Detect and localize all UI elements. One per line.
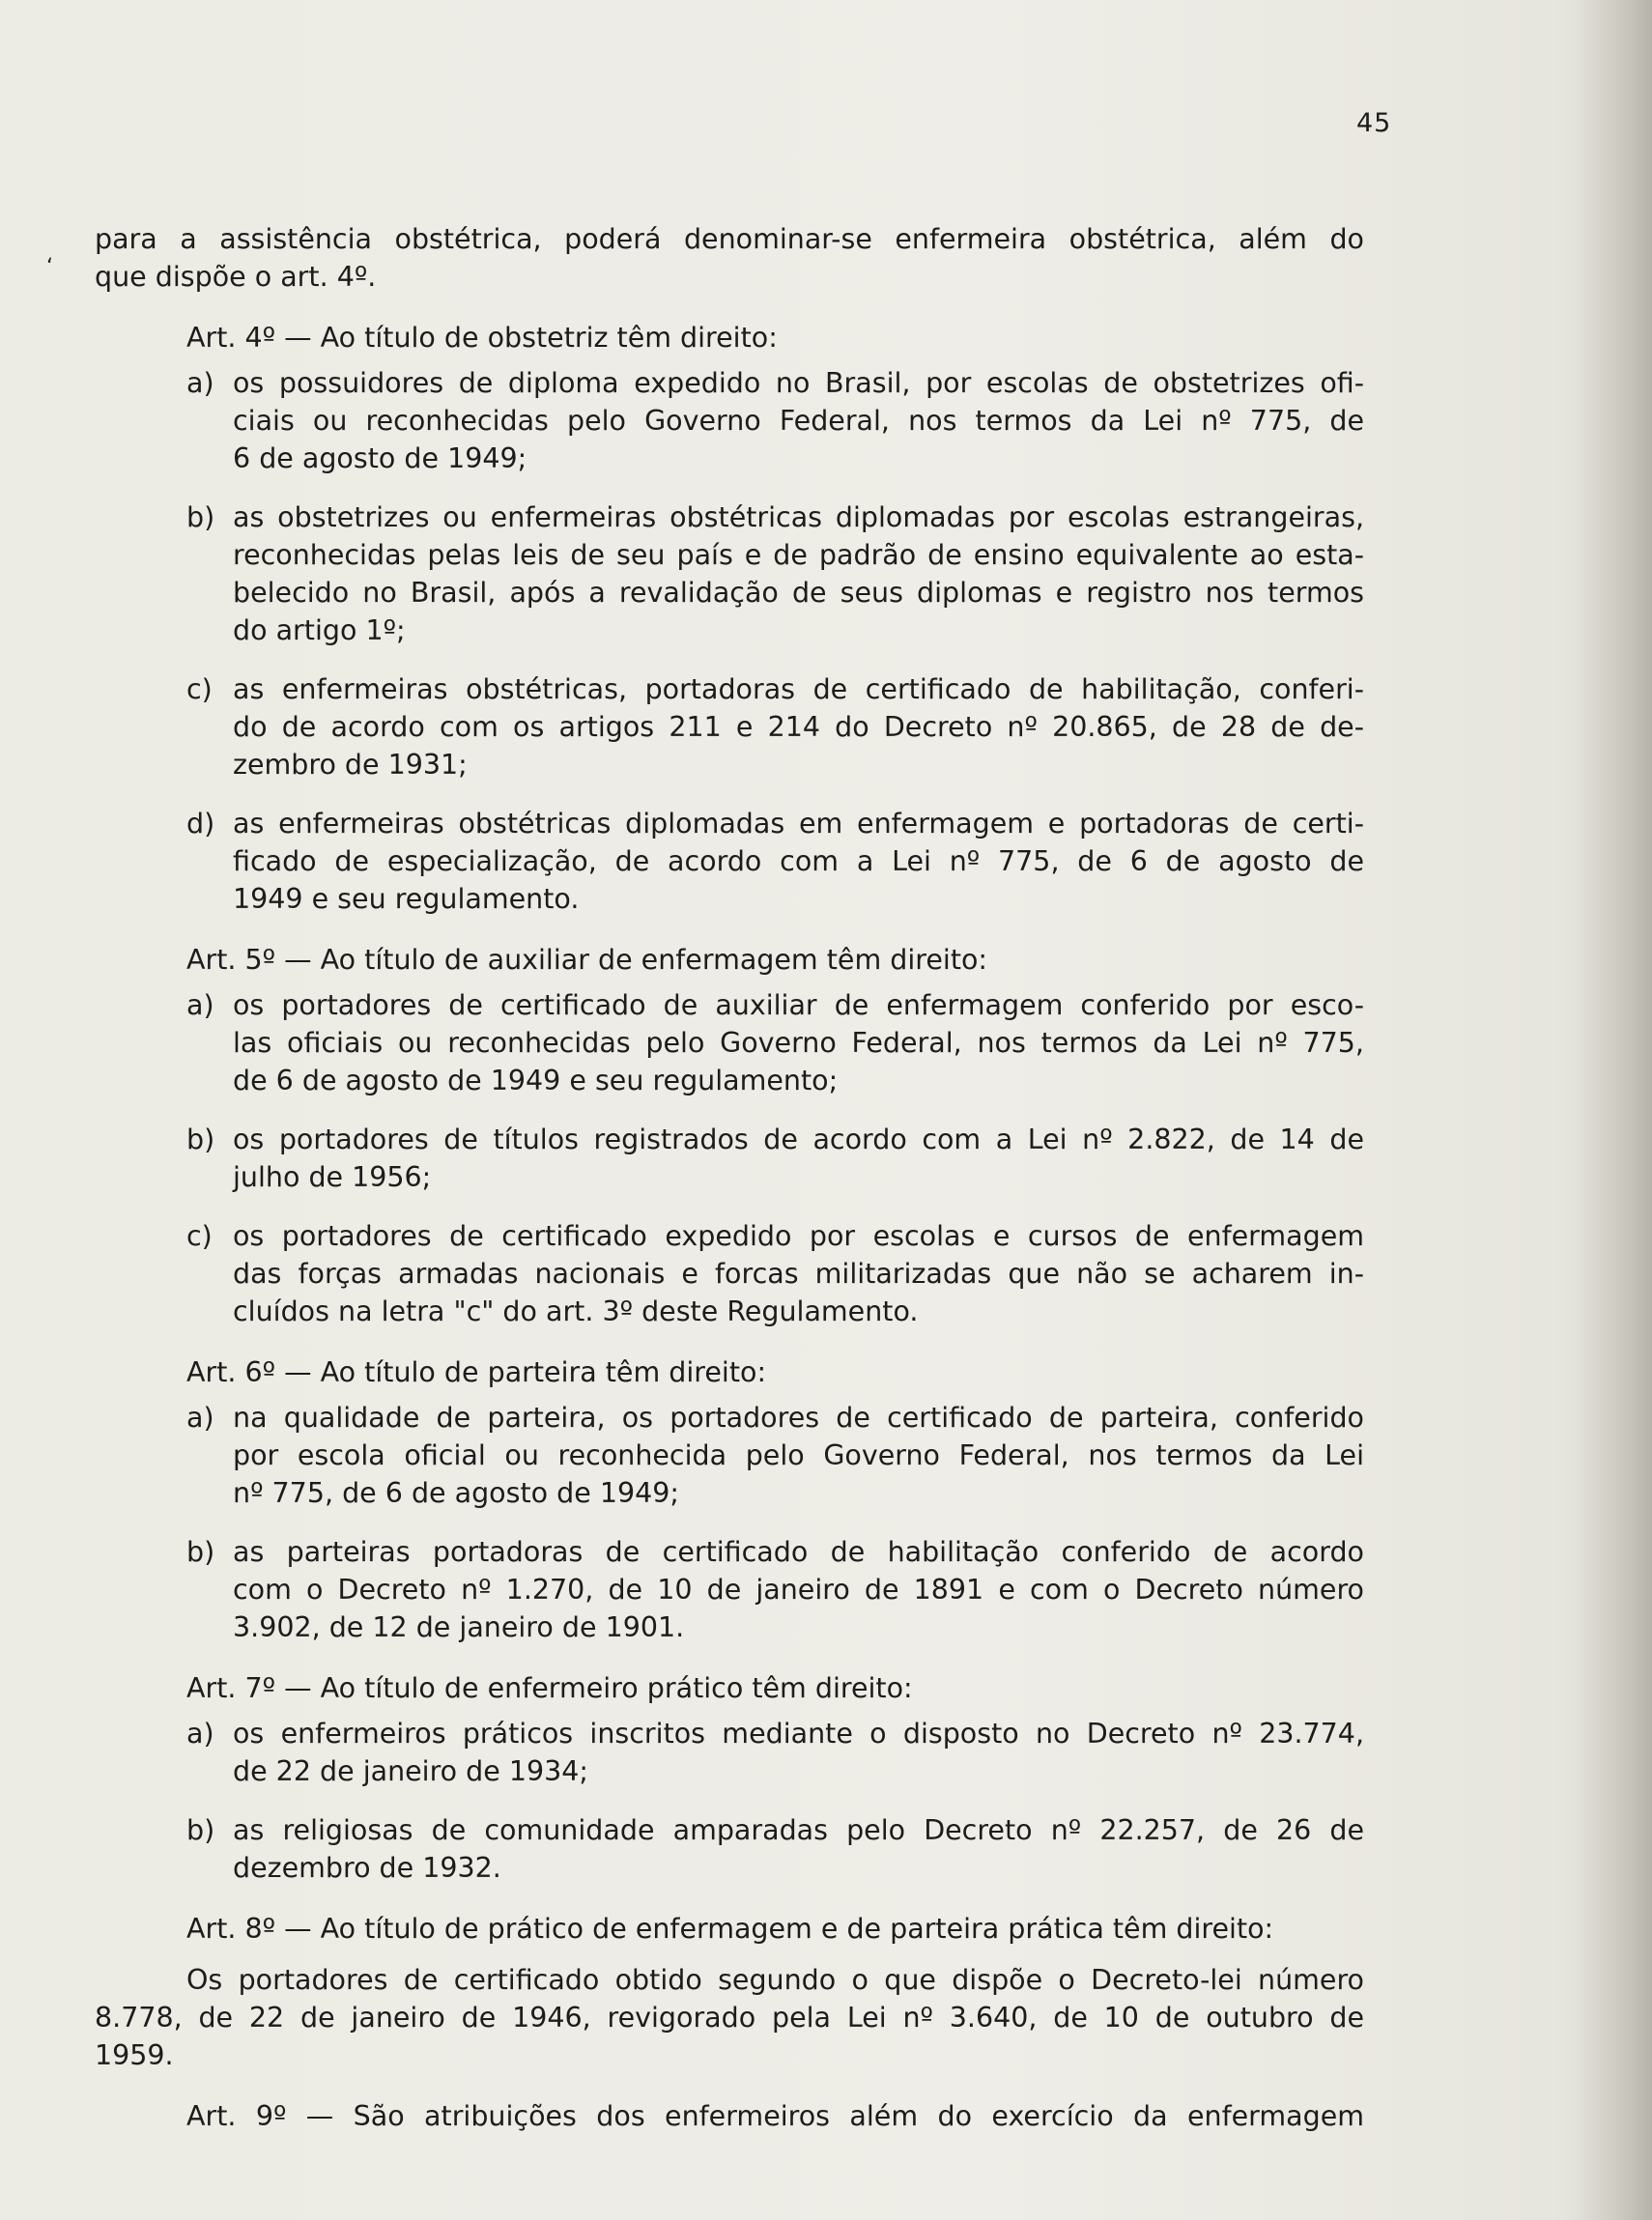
intro-line-1: para a assistência obstétrica, poderá denominar-se enfermeira obstétrica, além do	[95, 223, 1364, 255]
item-line: nº 775, de 6 de agosto de 1949;	[233, 1477, 679, 1509]
item-label: b)	[186, 501, 215, 533]
item-line: na qualidade de parteira, os portadores de certificado de parteira, conferido	[233, 1402, 1364, 1434]
item-text	[233, 364, 1364, 477]
item-label: b)	[186, 1536, 215, 1568]
list-item	[95, 1121, 1364, 1196]
item-label: a)	[186, 1718, 214, 1750]
list-item	[95, 805, 1364, 918]
item-label: c)	[186, 673, 213, 705]
item-label: c)	[186, 1220, 213, 1252]
item-line: as religiosas de comunidade amparadas pelo Decreto nº 22.257, de 26 de	[233, 1814, 1364, 1846]
list-item	[95, 670, 1364, 783]
list-item	[95, 364, 1364, 477]
item-line: do artigo 1º;	[233, 614, 406, 646]
list-item	[95, 1715, 1364, 1790]
item-line: de 6 de agosto de 1949 e seu regulamento;	[233, 1065, 839, 1096]
item-text	[233, 1715, 1364, 1790]
article-heading: Art. 7º — Ao título de enfermeiro prático têm direito:	[186, 1672, 913, 1704]
item-label: d)	[186, 808, 215, 840]
article-heading: Art. 5º — Ao título de auxiliar de enfermagem têm direito:	[186, 944, 988, 976]
item-label: b)	[186, 1124, 215, 1155]
list-item	[95, 1217, 1364, 1330]
item-text	[233, 1399, 1364, 1512]
item-line: as enfermeiras obstétricas diplomadas em enfermagem e portadoras de certi-	[233, 808, 1364, 840]
article-heading: Art. 4º — Ao título de obstetriz têm direito:	[186, 322, 778, 354]
paragraph-line: 8.778, de 22 de janeiro de 1946, revigorado pela Lei nº 3.640, de 10 de outubro de	[95, 2002, 1364, 2034]
item-line: das forças armadas nacionais e forcas militarizadas que não se acharem in-	[233, 1258, 1364, 1290]
item-label: a)	[186, 1402, 214, 1434]
item-line: 6 de agosto de 1949;	[233, 442, 527, 474]
paragraph-line: Os portadores de certificado obtido segundo o que dispõe o Decreto-lei número	[186, 1964, 1364, 1996]
item-line: julho de 1956;	[233, 1161, 432, 1193]
item-line: os possuidores de diploma expedido no Brasil, por escolas de obstetrizes ofi-	[233, 367, 1364, 399]
item-line: cluídos na letra "c" do art. 3º deste Regulamento.	[233, 1295, 919, 1327]
paragraph-line: 1959.	[95, 2039, 174, 2071]
item-line: as parteiras portadoras de certificado de habilitação conferido de acordo	[233, 1536, 1364, 1568]
item-line: por escola oficial ou reconhecida pelo Governo Federal, nos termos da Lei	[233, 1439, 1364, 1471]
item-line: de 22 de janeiro de 1934;	[233, 1755, 588, 1787]
item-line: belecido no Brasil, após a revalidação de seus diplomas e registro nos termos	[233, 577, 1364, 609]
list-item	[95, 498, 1364, 649]
intro-line-2: que dispõe o art. 4º.	[95, 261, 377, 293]
item-line: do de acordo com os artigos 211 e 214 do Decreto nº 20.865, de 28 de de-	[233, 711, 1364, 743]
item-line: reconhecidas pelas leis de seu país e de padrão de ensino equivalente ao esta-	[233, 539, 1364, 571]
item-line: las oficiais ou reconhecidas pelo Governo Federal, nos termos da Lei nº 775,	[233, 1027, 1364, 1059]
item-line: as enfermeiras obstétricas, portadoras de certificado de habilitação, conferi-	[233, 673, 1364, 705]
item-line: dezembro de 1932.	[233, 1852, 501, 1884]
list-item	[95, 986, 1364, 1099]
document-body	[95, 220, 1364, 2135]
item-text	[233, 1811, 1364, 1887]
item-line: zembro de 1931;	[233, 749, 468, 781]
item-line: ficado de especialização, de acordo com a Lei nº 775, de 6 de agosto de	[233, 845, 1364, 877]
margin-mark: ‘	[46, 255, 53, 279]
article-heading: Art. 8º — Ao título de prático de enfermagem e de parteira prática têm direito:	[186, 1913, 1274, 1945]
article-heading: Art. 9º — São atribuições dos enfermeiros além do exercício da enfermagem	[186, 2100, 1364, 2132]
item-line: os portadores de certificado expedido por escolas e cursos de enfermagem	[233, 1220, 1364, 1252]
item-label: a)	[186, 367, 214, 399]
article-heading: Art. 6º — Ao título de parteira têm direito:	[186, 1356, 767, 1388]
item-text	[233, 986, 1364, 1099]
item-label: b)	[186, 1814, 215, 1846]
item-line: com o Decreto nº 1.270, de 10 de janeiro de 1891 e com o Decreto número	[233, 1574, 1364, 1606]
item-line: os portadores de títulos registrados de acordo com a Lei nº 2.822, de 14 de	[233, 1124, 1364, 1155]
list-item	[95, 1399, 1364, 1512]
item-text	[233, 805, 1364, 918]
item-text	[233, 498, 1364, 649]
item-line: os portadores de certificado de auxiliar de enfermagem conferido por esco-	[233, 989, 1364, 1021]
item-line: os enfermeiros práticos inscritos mediante o disposto no Decreto nº 23.774,	[233, 1718, 1364, 1750]
item-line: ciais ou reconhecidas pelo Governo Federal, nos termos da Lei nº 775, de	[233, 405, 1364, 437]
page-edge-shadow	[1575, 0, 1652, 2220]
item-line: 3.902, de 12 de janeiro de 1901.	[233, 1611, 685, 1643]
page-number: 45	[1356, 108, 1392, 138]
article-paragraph	[95, 1961, 1364, 2074]
list-item	[95, 1533, 1364, 1646]
item-text	[233, 1121, 1364, 1196]
item-text	[233, 1217, 1364, 1330]
list-item	[95, 1811, 1364, 1887]
item-text	[233, 1533, 1364, 1646]
item-line: 1949 e seu regulamento.	[233, 883, 580, 915]
item-line: as obstetrizes ou enfermeiras obstétricas diplomadas por escolas estrangeiras,	[233, 501, 1364, 533]
item-label: a)	[186, 989, 214, 1021]
item-text	[233, 670, 1364, 783]
